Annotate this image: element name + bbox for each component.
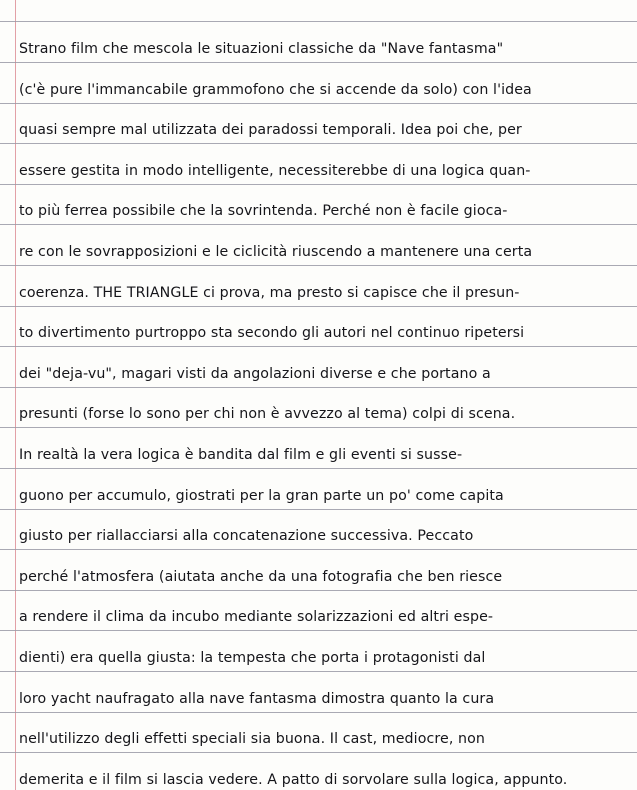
ruled-line xyxy=(0,21,637,22)
ruled-line xyxy=(0,549,637,550)
ruled-line xyxy=(0,630,637,631)
ruled-line xyxy=(0,671,637,672)
ruled-line xyxy=(0,103,637,104)
ruled-line xyxy=(0,387,637,388)
text-line: re con le sovrapposizioni e le ciclicità riuscendo a mantenere una certa xyxy=(19,244,533,260)
ruled-line xyxy=(0,62,637,63)
ruled-line xyxy=(0,184,637,185)
ruled-line xyxy=(0,224,637,225)
text-line: Strano film che mescola le situazioni classiche da "Nave fantasma" xyxy=(19,41,504,57)
text-line: a rendere il clima da incubo mediante solarizzazioni ed altri espe- xyxy=(19,609,494,625)
text-line: essere gestita in modo intelligente, necessiterebbe di una logica quan- xyxy=(19,163,531,179)
text-line: In realtà la vera logica è bandita dal film e gli eventi si susse- xyxy=(19,447,463,463)
text-line: guono per accumulo, giostrati per la gran parte un po' come capita xyxy=(19,488,504,504)
text-line: giusto per riallacciarsi alla concatenazione successiva. Peccato xyxy=(19,528,474,544)
ruled-line xyxy=(0,346,637,347)
text-line: (c'è pure l'immancabile grammofono che si accende da solo) con l'idea xyxy=(19,82,532,98)
ruled-line xyxy=(0,468,637,469)
text-line: coerenza. THE TRIANGLE ci prova, ma presto si capisce che il presun- xyxy=(19,285,520,301)
text-line: dienti) era quella giusta: la tempesta che porta i protagonisti dal xyxy=(19,650,486,666)
ruled-line xyxy=(0,427,637,428)
text-line: dei "deja-vu", magari visti da angolazioni diverse e che portano a xyxy=(19,366,491,382)
ruled-line xyxy=(0,265,637,266)
ruled-line xyxy=(0,509,637,510)
ruled-line xyxy=(0,752,637,753)
ruled-line xyxy=(0,143,637,144)
text-line: demerita e il film si lascia vedere. A patto di sorvolare sulla logica, appunto. xyxy=(19,772,568,788)
text-line: nell'utilizzo degli effetti speciali sia buona. Il cast, mediocre, non xyxy=(19,731,486,747)
text-line: perché l'atmosfera (aiutata anche da una fotografia che ben riesce xyxy=(19,569,503,585)
ruled-line xyxy=(0,306,637,307)
text-line: loro yacht naufragato alla nave fantasma dimostra quanto la cura xyxy=(19,691,495,707)
ruled-line xyxy=(0,590,637,591)
text-line: to più ferrea possibile che la sovrintenda. Perché non è facile gioca- xyxy=(19,203,508,219)
text-line: to divertimento purtroppo sta secondo gli autori nel continuo ripetersi xyxy=(19,325,525,341)
text-line: presunti (forse lo sono per chi non è avvezzo al tema) colpi di scena. xyxy=(19,406,516,422)
text-line: quasi sempre mal utilizzata dei paradossi temporali. Idea poi che, per xyxy=(19,122,522,138)
ruled-line xyxy=(0,712,637,713)
